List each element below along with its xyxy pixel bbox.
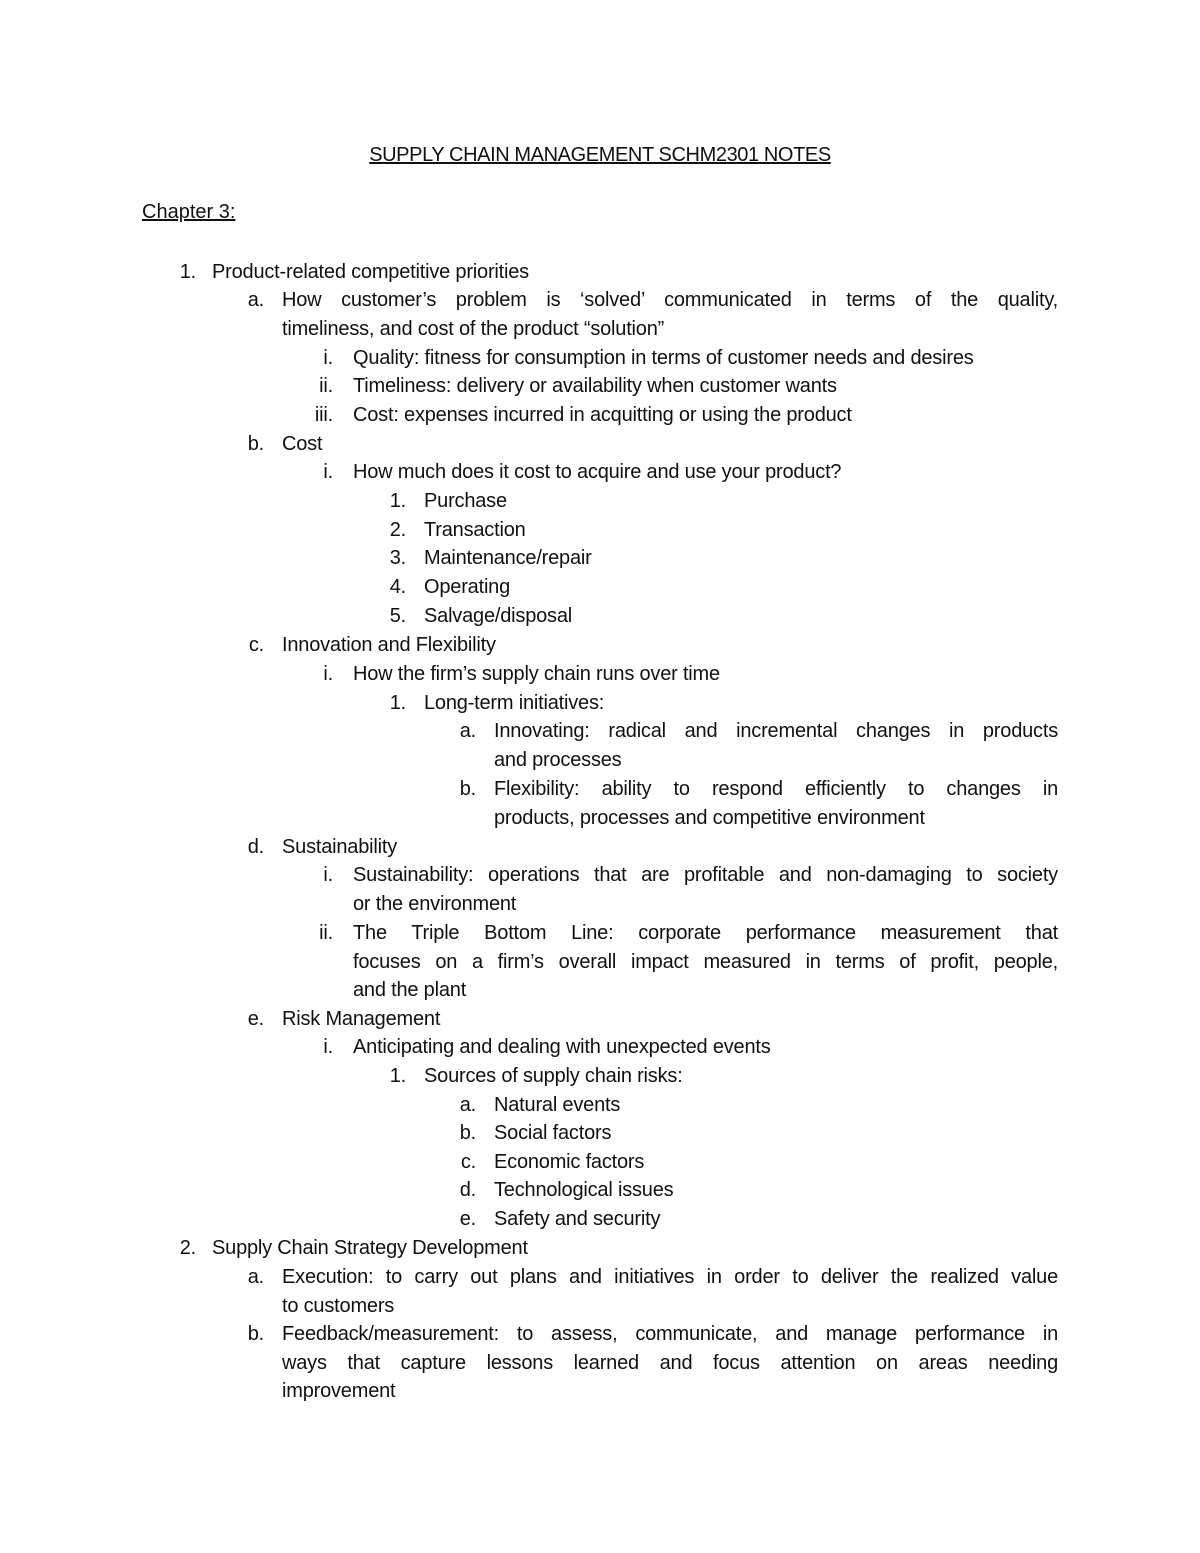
list-item-text: or the environment [353,892,517,915]
list-marker: iii. [314,404,333,426]
list-marker: c. [248,634,264,656]
list-item-text: focuses on a firm’s overall impact measured in terms of profit, people, [353,950,1058,973]
list-marker: 2. [179,1237,196,1259]
list-item-text: How the firm’s supply chain runs over time [353,663,720,685]
list-item-text: How much does it cost to acquire and use your product? [353,461,842,483]
list-marker: 1. [389,1065,406,1087]
list-item-text: Transaction [424,519,526,541]
list-item-text: timeliness, and cost of the product “solution” [282,317,665,340]
list-marker: 1. [179,261,196,283]
list-marker: ii. [319,922,333,944]
list-marker: a. [247,289,264,311]
list-item-text: Maintenance/repair [424,547,592,569]
list-marker: d. [247,836,264,858]
list-item-text: Sustainability [282,836,398,858]
list-item-text: Cost: expenses incurred in acquitting or using the product [353,404,852,426]
list-marker: i. [323,864,333,886]
list-item-text: Sustainability: operations that are profitable and non-damaging to society [353,864,1058,886]
list-item-text: How customer’s problem is ‘solved’ communicated in terms of the quality, [282,289,1058,311]
list-item-text: Economic factors [494,1151,645,1173]
list-marker: 3. [389,547,406,569]
list-item-text: The Triple Bottom Line: corporate performance measurement that [353,922,1058,944]
list-marker: 5. [389,605,406,627]
list-item-text: Purchase [424,490,507,512]
list-item-text: Product-related competitive priorities [212,261,529,283]
list-item-text: and processes [494,748,622,771]
list-marker: a. [459,1094,476,1116]
list-item-text: Social factors [494,1122,612,1144]
list-item-text: products, processes and competitive environment [494,806,925,829]
list-item-text: Safety and security [494,1208,661,1230]
list-item-text: Technological issues [494,1179,674,1201]
list-item-text: Salvage/disposal [424,605,573,627]
list-marker: b. [459,1122,476,1144]
list-item-text: Risk Management [282,1008,441,1030]
list-item-text: Anticipating and dealing with unexpected events [353,1036,771,1058]
list-item-text: Execution: to carry out plans and initiatives in order to deliver the realized value [282,1266,1058,1288]
list-marker: d. [459,1179,476,1201]
list-item-text: Supply Chain Strategy Development [212,1237,528,1259]
list-marker: 2. [389,519,406,541]
list-item-text: to customers [282,1294,395,1317]
list-item-text: Innovation and Flexibility [282,634,496,656]
list-marker: b. [247,1323,264,1345]
list-marker: ii. [319,375,333,397]
list-item-text: Timeliness: delivery or availability when customer wants [353,375,837,397]
list-item-text: Flexibility: ability to respond efficiently to changes in [494,778,1058,800]
list-item-text: Feedback/measurement: to assess, communicate, and manage performance in [282,1323,1058,1345]
list-item-text: Sources of supply chain risks: [424,1065,683,1087]
list-item-text: improvement [282,1380,396,1403]
chapter-heading: Chapter 3: [142,201,236,223]
list-item-text: Innovating: radical and incremental changes in products [494,720,1058,742]
list-marker: 1. [389,490,406,512]
list-item-text: Natural events [494,1094,621,1116]
list-marker: i. [323,347,333,369]
list-item-text: ways that capture lessons learned and focus attention on areas needing [282,1351,1058,1374]
list-marker: b. [247,433,264,455]
list-marker: e. [459,1208,476,1230]
list-item-text: Quality: fitness for consumption in terms of customer needs and desires [353,347,974,369]
list-item-text: and the plant [353,979,467,1002]
list-marker: i. [323,663,333,685]
list-marker: c. [460,1151,476,1173]
list-marker: a. [459,720,476,742]
list-marker: i. [323,461,333,483]
list-item-text: Cost [282,433,323,455]
list-marker: 4. [389,576,406,598]
list-marker: a. [247,1266,264,1288]
list-marker: 1. [389,692,406,714]
list-marker: b. [459,778,476,800]
list-marker: i. [323,1036,333,1058]
page-title: SUPPLY CHAIN MANAGEMENT SCHM2301 NOTES [369,144,831,166]
list-marker: e. [247,1008,264,1030]
list-item-text: Long-term initiatives: [424,692,605,714]
list-item-text: Operating [424,576,511,598]
